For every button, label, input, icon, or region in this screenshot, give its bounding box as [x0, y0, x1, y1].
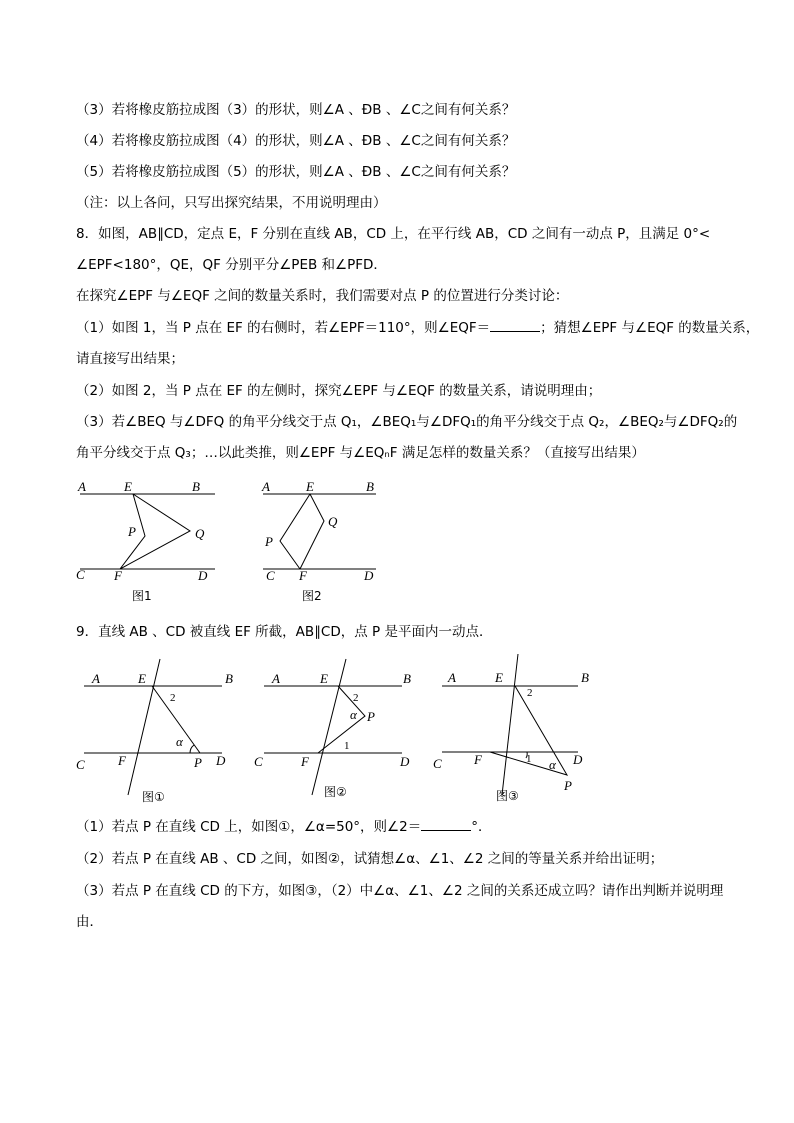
label-a: A: [92, 671, 100, 686]
line-ef: [502, 654, 518, 795]
label-d: D: [573, 752, 583, 767]
figure-caption: 图1: [132, 589, 152, 603]
label-d: D: [216, 753, 226, 768]
label-p: P: [128, 524, 136, 539]
label-c: C: [254, 754, 263, 769]
q9-figure-1-svg: [72, 655, 242, 810]
q8-figure-2-svg: [258, 476, 388, 606]
q8-figure-2: [258, 476, 388, 606]
q8-part2: （2）如图 2，当 P 点在 EF 的左侧时，探究∠EPF 与∠EQF 的数量关系，请说明理由；: [76, 383, 602, 399]
label-1: 1: [344, 740, 350, 752]
q9-part1-text-a: （1）若点 P 在直线 CD 上，如图①，∠α=50°，则∠2＝: [76, 819, 422, 835]
label-e: E: [124, 479, 132, 494]
q9-part3-line2: 由．: [76, 914, 103, 930]
q9-stem: 9．直线 AB 、CD 被直线 EF 所截，AB∥CD，点 P 是平面内一动点．: [76, 624, 493, 640]
q8-part1-cont: 请直接写出结果；: [76, 351, 184, 367]
label-2: 2: [527, 687, 533, 699]
q9-part3-line1: （3）若点 P 在直线 CD 的下方，如图③，（2）中∠α、∠1、∠2 之间的关系还成立吗？请作出判断并说明理: [76, 883, 724, 899]
figure-caption: 图③: [496, 789, 519, 803]
label-2: 2: [170, 692, 176, 704]
label-c: C: [266, 568, 275, 583]
label-p: P: [265, 534, 273, 549]
label-p: P: [564, 778, 572, 793]
q8-part1-text-b: ；猜想∠EPF 与∠EQF 的数量关系，: [540, 320, 760, 336]
q7-part3: （3）若将橡皮筋拉成图（3）的形状，则∠A 、ÐB 、∠C之间有何关系？: [76, 102, 516, 118]
q9-figure-3-svg: [430, 650, 605, 805]
label-1: 1: [526, 753, 532, 765]
alpha-arc: [190, 745, 194, 753]
q9-part1-text-b: °．: [471, 819, 492, 835]
label-a: A: [262, 479, 270, 494]
label-b: B: [192, 479, 200, 494]
label-q: Q: [195, 526, 205, 541]
label-q: Q: [328, 514, 338, 529]
label-alpha: α: [176, 734, 183, 749]
segments-eqf: [300, 494, 324, 569]
q8-figure-1: [70, 476, 230, 606]
q9-figure-2: [252, 655, 422, 810]
label-d: D: [198, 568, 208, 583]
label-e: E: [138, 671, 146, 686]
label-d: D: [364, 568, 374, 583]
line-ef: [312, 659, 346, 795]
q8-intro: 在探究∠EPF 与∠EQF 之间的数量关系时，我们需要对点 P 的位置进行分类讨论：: [76, 288, 569, 304]
label-d: D: [400, 754, 410, 769]
q8-part1-text-a: （1）如图 1，当 P 点在 EF 的右侧时，若∠EPF＝110°，则∠EQF＝: [76, 320, 491, 336]
label-a: A: [448, 670, 456, 685]
q8-stem-line1: 8．如图，AB∥CD，定点 E，F 分别在直线 AB，CD 上，在平行线 AB，CD 之间有一动点 P，且满足 0°<: [76, 226, 711, 242]
figure-caption: 图①: [142, 790, 165, 804]
label-f: F: [114, 568, 122, 583]
q9-part2: （2）若点 P 在直线 AB 、CD 之间，如图②，试猜想∠α、∠1、∠2 之间的等量关系并给出证明；: [76, 851, 664, 867]
figure-caption: 图②: [324, 785, 347, 799]
label-alpha: α: [350, 707, 357, 722]
q8-part1-answer-blank: [490, 318, 540, 332]
q9-part1: [76, 817, 492, 837]
q9-part1-answer-blank: [421, 817, 471, 831]
label-a: A: [272, 671, 280, 686]
label-e: E: [495, 670, 503, 685]
label-f: F: [301, 754, 309, 769]
label-c: C: [76, 567, 85, 582]
q8-figure-1-svg: [70, 476, 230, 606]
label-a: A: [78, 479, 86, 494]
label-p: P: [367, 709, 375, 724]
q8-part3-line2: 角平分线交于点 Q₃；…以此类推，则∠EPF 与∠EQₙF 满足怎样的数量关系？（直接写出结果）: [76, 445, 645, 461]
label-b: B: [366, 479, 374, 494]
label-c: C: [76, 757, 85, 772]
label-f: F: [299, 568, 307, 583]
label-p: P: [194, 755, 202, 770]
q9-figure-2-svg: [252, 655, 422, 810]
q8-part1: [76, 318, 759, 338]
label-alpha: α: [549, 757, 556, 772]
label-b: B: [581, 670, 589, 685]
q7-note: （注：以上各问，只写出探究结果，不用说明理由）: [76, 195, 387, 211]
label-2: 2: [353, 692, 359, 704]
q7-part5: （5）若将橡皮筋拉成图（5）的形状，则∠A 、ÐB 、∠C之间有何关系？: [76, 164, 516, 180]
label-f: F: [474, 752, 482, 767]
label-e: E: [320, 671, 328, 686]
q9-figure-3: [430, 650, 605, 805]
figure-caption: 图2: [302, 589, 322, 603]
q9-figure-1: [72, 655, 242, 810]
q7-part4: （4）若将橡皮筋拉成图（4）的形状，则∠A 、ÐB 、∠C之间有何关系？: [76, 133, 516, 149]
label-b: B: [225, 671, 233, 686]
label-f: F: [118, 753, 126, 768]
q8-stem-line2: ∠EPF<180°，QE，QF 分别平分∠PEB 和∠PFD．: [76, 257, 387, 273]
label-b: B: [403, 671, 411, 686]
q8-part3-line1: （3）若∠BEQ 与∠DFQ 的角平分线交于点 Q₁，∠BEQ₁与∠DFQ₁的角平分线交于点 Q₂，∠BEQ₂与∠DFQ₂的: [76, 414, 738, 430]
label-c: C: [433, 756, 442, 771]
label-e: E: [306, 479, 314, 494]
